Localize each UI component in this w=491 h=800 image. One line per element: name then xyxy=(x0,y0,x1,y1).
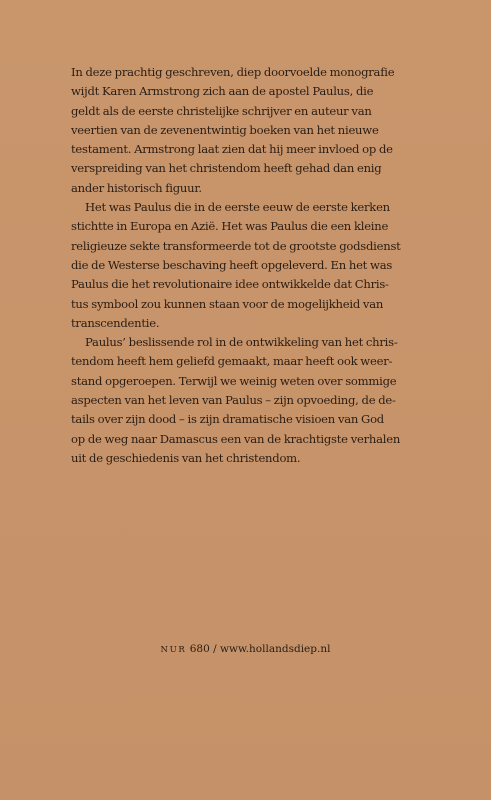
paragraph-3 xyxy=(71,333,427,468)
footer-separator: / xyxy=(213,643,217,655)
text-line: ander historisch figuur. xyxy=(71,180,202,195)
text-line: die de Westerse beschaving heeft opgeleverd. En het was xyxy=(71,257,393,272)
text-line: wijdt Karen Armstrong zich aan de apostel Paulus, die xyxy=(71,84,374,99)
text-line: Paulus’ beslissende rol in de ontwikkeling van het chris- xyxy=(85,335,398,350)
nur-label: NUR xyxy=(160,645,187,655)
text-line: Het was Paulus die in de eerste eeuw de eerste kerken xyxy=(85,200,390,215)
text-line: stand opgeroepen. Terwijl we weinig weten over sommige xyxy=(71,373,397,388)
text-line: verspreiding van het christendom heeft gehad dan enig xyxy=(71,161,382,176)
text-line: veertien van de zevenentwintig boeken van het nieuwe xyxy=(71,122,379,137)
blurb-text xyxy=(71,63,427,468)
text-line: religieuze sekte transformeerde tot de grootste godsdienst xyxy=(71,238,401,253)
text-line: tendom heeft hem geliefd gemaakt, maar heeft ook weer- xyxy=(71,354,393,369)
text-line: In deze prachtig geschreven, diep doorvoelde monografie xyxy=(71,65,395,79)
text-line: tus symbool zou kunnen staan voor de mogelijkheid van xyxy=(71,296,384,311)
text-line: geldt als de eerste christelijke schrijver en auteur van xyxy=(71,103,372,118)
paragraph-2 xyxy=(71,198,427,333)
text-line: tails over zijn dood – is zijn dramatische visioen van God xyxy=(71,412,384,427)
text-line: Paulus die het revolutionaire idee ontwikkelde dat Chris- xyxy=(71,277,389,292)
publisher-footer xyxy=(0,643,491,655)
text-line: uit de geschiedenis van het christendom. xyxy=(71,450,301,465)
text-line: aspecten van het leven van Paulus – zijn opvoeding, de de- xyxy=(71,393,396,408)
text-line: op de weg naar Damascus een van de krachtigste verhalen xyxy=(71,431,401,446)
text-line: testament. Armstrong laat zien dat hij meer invloed op de xyxy=(71,142,393,157)
nur-code: 680 xyxy=(189,643,210,655)
text-line: stichtte in Europa en Azië. Het was Paulus die een kleine xyxy=(71,219,389,234)
text-line: transcendentie. xyxy=(71,315,160,330)
paragraph-1 xyxy=(71,63,427,198)
publisher-url: www.hollandsdiep.nl xyxy=(219,643,331,655)
